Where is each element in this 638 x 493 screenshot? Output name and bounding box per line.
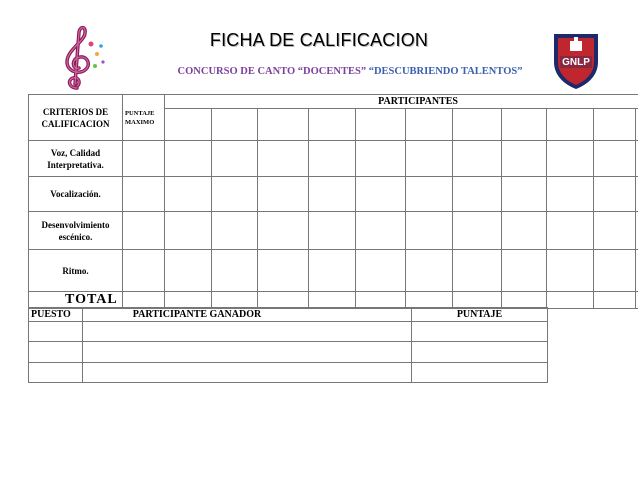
score-cell[interactable] — [309, 141, 356, 177]
score-cell[interactable] — [406, 109, 453, 141]
score-cell[interactable] — [356, 177, 406, 212]
score-cell[interactable] — [212, 250, 258, 292]
score-cell[interactable] — [356, 109, 406, 141]
score-cell[interactable] — [165, 109, 212, 141]
participants-header: PARTICIPANTES — [165, 95, 638, 109]
score-cell[interactable] — [356, 141, 406, 177]
score-cell[interactable] — [406, 141, 453, 177]
score-cell[interactable] — [453, 141, 502, 177]
position-header: PUESTO — [29, 308, 83, 322]
criteria-row — [29, 250, 638, 292]
score-cell[interactable] — [502, 250, 547, 292]
total-cell[interactable] — [212, 292, 258, 309]
total-cell[interactable] — [502, 292, 547, 309]
winner-header: PARTICIPANTE GANADOR — [83, 308, 412, 322]
score-cell[interactable] — [594, 212, 636, 250]
score-cell[interactable] — [212, 212, 258, 250]
score-cell[interactable] — [309, 109, 356, 141]
position-cell[interactable] — [29, 363, 83, 383]
score-cell[interactable] — [356, 250, 406, 292]
criteria-label: Voz, Calidad Interpretativa. — [29, 141, 123, 177]
score-header: PUNTAJE — [412, 308, 548, 322]
score-cell[interactable] — [547, 212, 594, 250]
score-cell[interactable] — [309, 212, 356, 250]
max-score-header: PUNTAJE MAXIMO — [123, 95, 165, 141]
max-score-cell[interactable] — [123, 177, 165, 212]
winner-cell[interactable] — [83, 322, 412, 342]
criteria-row — [29, 212, 638, 250]
total-cell[interactable] — [356, 292, 406, 309]
total-row — [29, 292, 638, 309]
winner-score-cell[interactable] — [412, 342, 548, 363]
score-cell[interactable] — [594, 177, 636, 212]
total-label: TOTAL — [29, 292, 123, 309]
score-cell[interactable] — [309, 250, 356, 292]
score-cell[interactable] — [258, 212, 309, 250]
total-cell[interactable] — [165, 292, 212, 309]
criteria-label: Vocalización. — [29, 177, 123, 212]
winner-score-cell[interactable] — [412, 363, 548, 383]
criteria-row — [29, 141, 638, 177]
score-cell[interactable] — [212, 109, 258, 141]
score-cell[interactable] — [502, 141, 547, 177]
score-cell[interactable] — [406, 212, 453, 250]
criteria-label: Ritmo. — [29, 250, 123, 292]
criteria-table — [28, 94, 638, 309]
score-cell[interactable] — [406, 177, 453, 212]
score-cell[interactable] — [594, 141, 636, 177]
shield-logo-text: GNLP — [562, 57, 590, 68]
page-subtitle — [100, 66, 600, 77]
subtitle-talents: “DESCUBRIENDO TALENTOS” — [368, 66, 523, 77]
score-cell[interactable] — [165, 141, 212, 177]
score-cell[interactable] — [258, 141, 309, 177]
total-cell[interactable] — [594, 292, 636, 309]
score-cell[interactable] — [453, 212, 502, 250]
score-cell[interactable] — [547, 250, 594, 292]
score-cell[interactable] — [165, 250, 212, 292]
max-total-cell[interactable] — [123, 292, 165, 309]
score-cell[interactable] — [165, 177, 212, 212]
score-cell[interactable] — [309, 177, 356, 212]
winner-row — [29, 363, 548, 383]
score-cell[interactable] — [547, 177, 594, 212]
score-cell[interactable] — [258, 250, 309, 292]
page-title: FICHA DE CALIFICACION — [209, 30, 429, 50]
winner-table — [28, 307, 548, 383]
winner-cell[interactable] — [83, 363, 412, 383]
score-cell[interactable] — [356, 212, 406, 250]
winner-score-cell[interactable] — [412, 322, 548, 342]
position-cell[interactable] — [29, 322, 83, 342]
max-score-cell[interactable] — [123, 212, 165, 250]
score-cell[interactable] — [453, 250, 502, 292]
score-cell[interactable] — [502, 177, 547, 212]
position-cell[interactable] — [29, 342, 83, 363]
score-cell[interactable] — [547, 141, 594, 177]
winner-row — [29, 342, 548, 363]
score-cell[interactable] — [258, 109, 309, 141]
score-cell[interactable] — [258, 177, 309, 212]
score-cell[interactable] — [165, 212, 212, 250]
winner-row — [29, 322, 548, 342]
score-cell[interactable] — [502, 109, 547, 141]
criteria-header: CRITERIOS DE CALIFICACION — [29, 95, 123, 141]
total-cell[interactable] — [309, 292, 356, 309]
total-cell[interactable] — [453, 292, 502, 309]
winner-cell[interactable] — [83, 342, 412, 363]
score-cell[interactable] — [453, 177, 502, 212]
total-cell[interactable] — [258, 292, 309, 309]
criteria-label: Desenvolvimiento escénico. — [29, 212, 123, 250]
score-cell[interactable] — [547, 109, 594, 141]
score-cell[interactable] — [212, 141, 258, 177]
score-cell[interactable] — [453, 109, 502, 141]
subtitle-contest: CONCURSO DE CANTO “DOCENTES” — [177, 66, 367, 77]
max-score-cell[interactable] — [123, 250, 165, 292]
score-cell[interactable] — [594, 109, 636, 141]
score-cell[interactable] — [212, 177, 258, 212]
criteria-row — [29, 177, 638, 212]
score-cell[interactable] — [502, 212, 547, 250]
school-shield-icon — [550, 28, 602, 90]
total-cell[interactable] — [547, 292, 594, 309]
score-cell[interactable] — [406, 250, 453, 292]
max-score-cell[interactable] — [123, 141, 165, 177]
total-cell[interactable] — [406, 292, 453, 309]
score-cell[interactable] — [594, 250, 636, 292]
